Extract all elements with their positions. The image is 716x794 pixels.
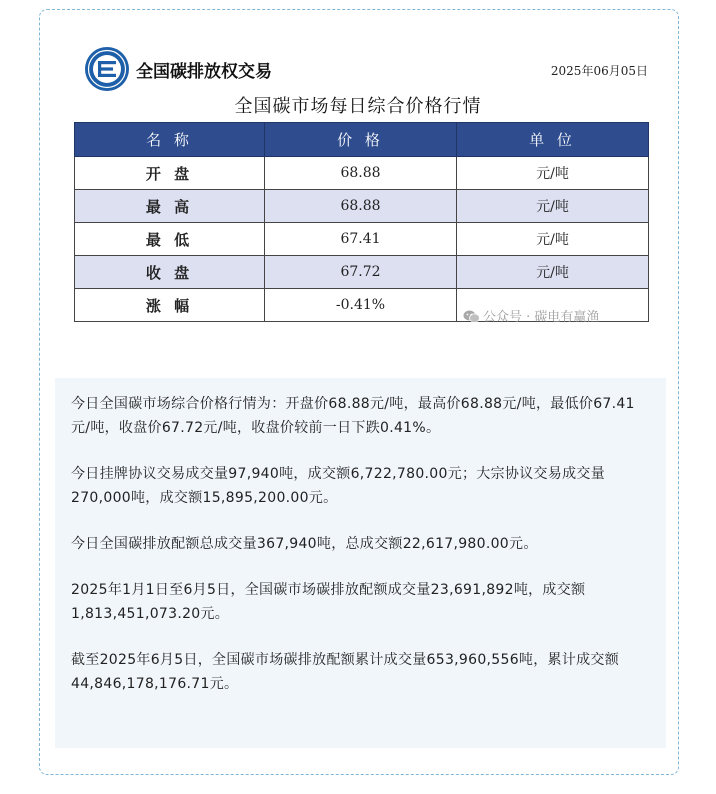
row-unit: 元/吨 <box>457 190 649 223</box>
column-header-unit: 单 位 <box>457 123 649 157</box>
row-unit: 元/吨 <box>457 157 649 190</box>
table-row-close <box>75 256 649 289</box>
table-row-low <box>75 223 649 256</box>
column-header-name: 名 称 <box>75 123 265 157</box>
summary-paragraph: 截至2025年6月5日，全国碳市场碳排放配额累计成交量653,960,556吨，累计成交额44,846,178,176.71元。 <box>71 652 620 692</box>
row-unit: 元/吨 <box>457 256 649 289</box>
table-row-open <box>75 157 649 190</box>
row-name: 最 高 <box>75 190 265 223</box>
org-name: 全国碳排放权交易 <box>136 62 272 82</box>
wechat-icon <box>463 310 480 323</box>
summary-paragraph: 今日全国碳排放配额总成交量367,940吨，总成交额22,617,980.00元。 <box>71 536 538 552</box>
row-price: 67.72 <box>265 256 457 289</box>
row-price: 68.88 <box>265 157 457 190</box>
row-name: 收 盘 <box>75 256 265 289</box>
row-name: 最 低 <box>75 223 265 256</box>
summary-paragraph: 2025年1月1日至6月5日，全国碳市场碳排放配额成交量23,691,892吨，成交额1,813,451,073.20元。 <box>71 582 586 622</box>
row-name: 涨 幅 <box>75 289 265 322</box>
summary-panel <box>55 378 666 748</box>
row-unit: 元/吨 <box>457 223 649 256</box>
table-title: 全国碳市场每日综合价格行情 <box>234 96 482 117</box>
row-name: 开 盘 <box>75 157 265 190</box>
wechat-watermark <box>463 306 599 325</box>
summary-paragraph: 今日挂牌协议交易成交量97,940吨，成交额6,722,780.00元；大宗协议交易成交量270,000吨，成交额15,895,200.00元。 <box>71 466 605 506</box>
price-table <box>74 122 649 322</box>
watermark-text: 公众号 · 碳电有赢渔 <box>483 310 600 325</box>
column-header-price: 价 格 <box>265 123 457 157</box>
row-price: 67.41 <box>265 223 457 256</box>
carbon-exchange-logo-icon <box>84 46 130 92</box>
table-header-row <box>75 123 649 157</box>
report-date: 2025年06月05日 <box>550 64 648 78</box>
report-header <box>84 46 650 92</box>
summary-paragraph: 今日全国碳市场综合价格行情为：开盘价68.88元/吨，最高价68.88元/吨，最低价67.41元/吨，收盘价67.72元/吨，收盘价较前一日下跌0.41%。 <box>71 396 635 436</box>
row-price: 68.88 <box>265 190 457 223</box>
row-price: -0.41% <box>265 289 457 322</box>
table-row-high <box>75 190 649 223</box>
